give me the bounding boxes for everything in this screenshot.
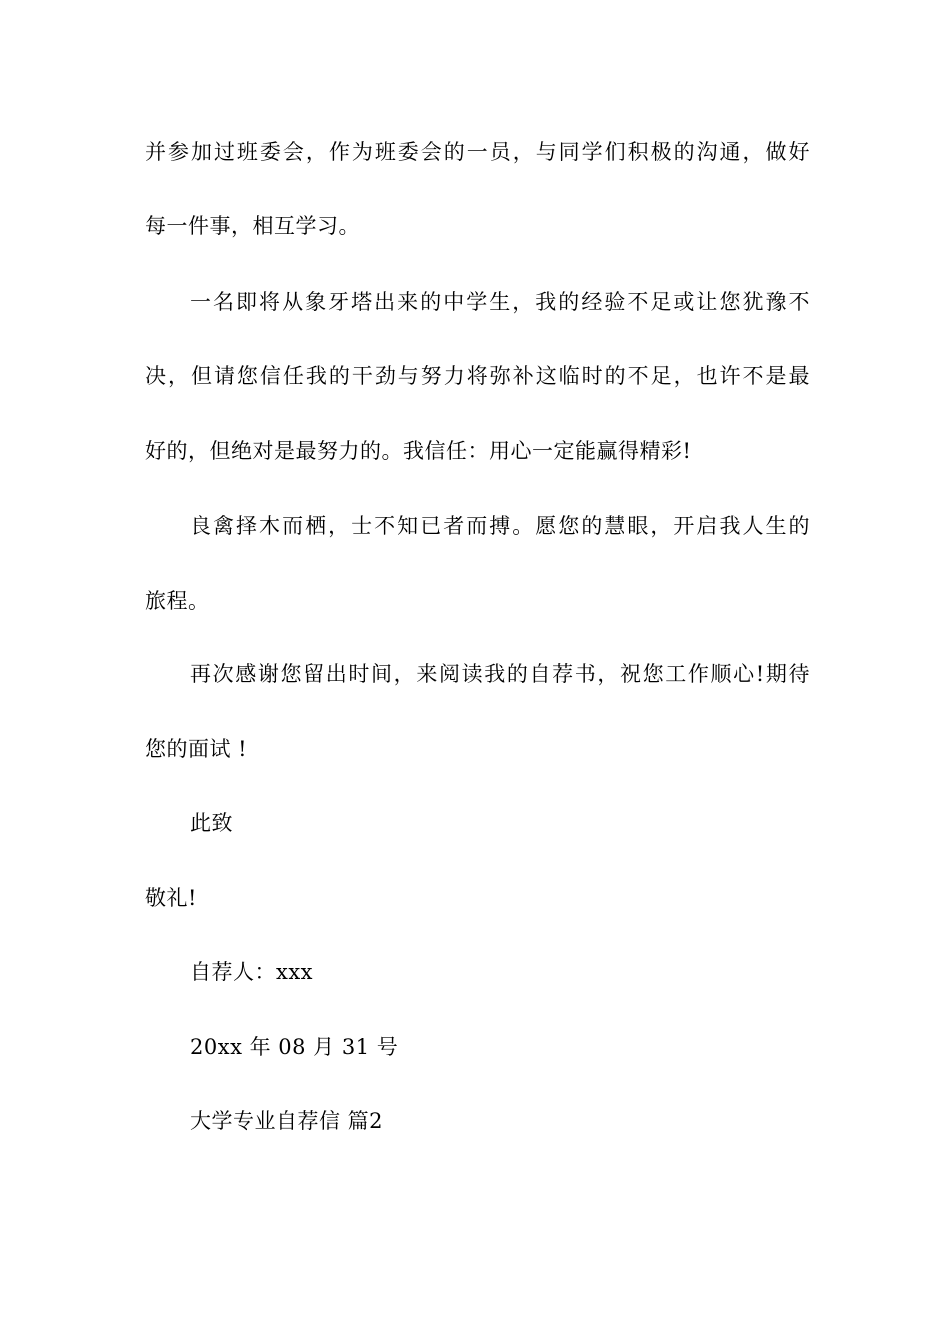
paragraph-line: 每一件事，相互学习。	[145, 214, 360, 238]
paragraph-line: 决，但请您信任我的干劲与努力将弥补这临时的不足，也许不是最	[145, 364, 810, 388]
paragraph-line: 一名即将从象牙塔出来的中学生，我的经验不足或让您犹豫不	[190, 290, 810, 314]
paragraph-line: 并参加过班委会，作为班委会的一员，与同学们积极的沟通，做好	[145, 140, 810, 164]
paragraph-line: 再次感谢您留出时间，来阅读我的自荐书，祝您工作顺心!期待	[190, 662, 810, 686]
signature-date: 20xx 年 08 月 31 号	[190, 1035, 399, 1059]
paragraph-line: 好的，但绝对是最努力的。我信任：用心一定能赢得精彩!	[145, 439, 692, 463]
signature-name: 自荐人：xxx	[190, 960, 314, 984]
paragraph-line: 旅程。	[145, 589, 210, 613]
closing-salutation: 此致	[190, 811, 233, 835]
section-title: 大学专业自荐信 篇2	[190, 1109, 384, 1133]
closing-regards: 敬礼!	[145, 886, 197, 910]
paragraph-line: 您的面试 !	[145, 737, 248, 761]
paragraph-line: 良禽择木而栖，士不知已者而搏。愿您的慧眼，开启我人生的	[190, 514, 810, 538]
